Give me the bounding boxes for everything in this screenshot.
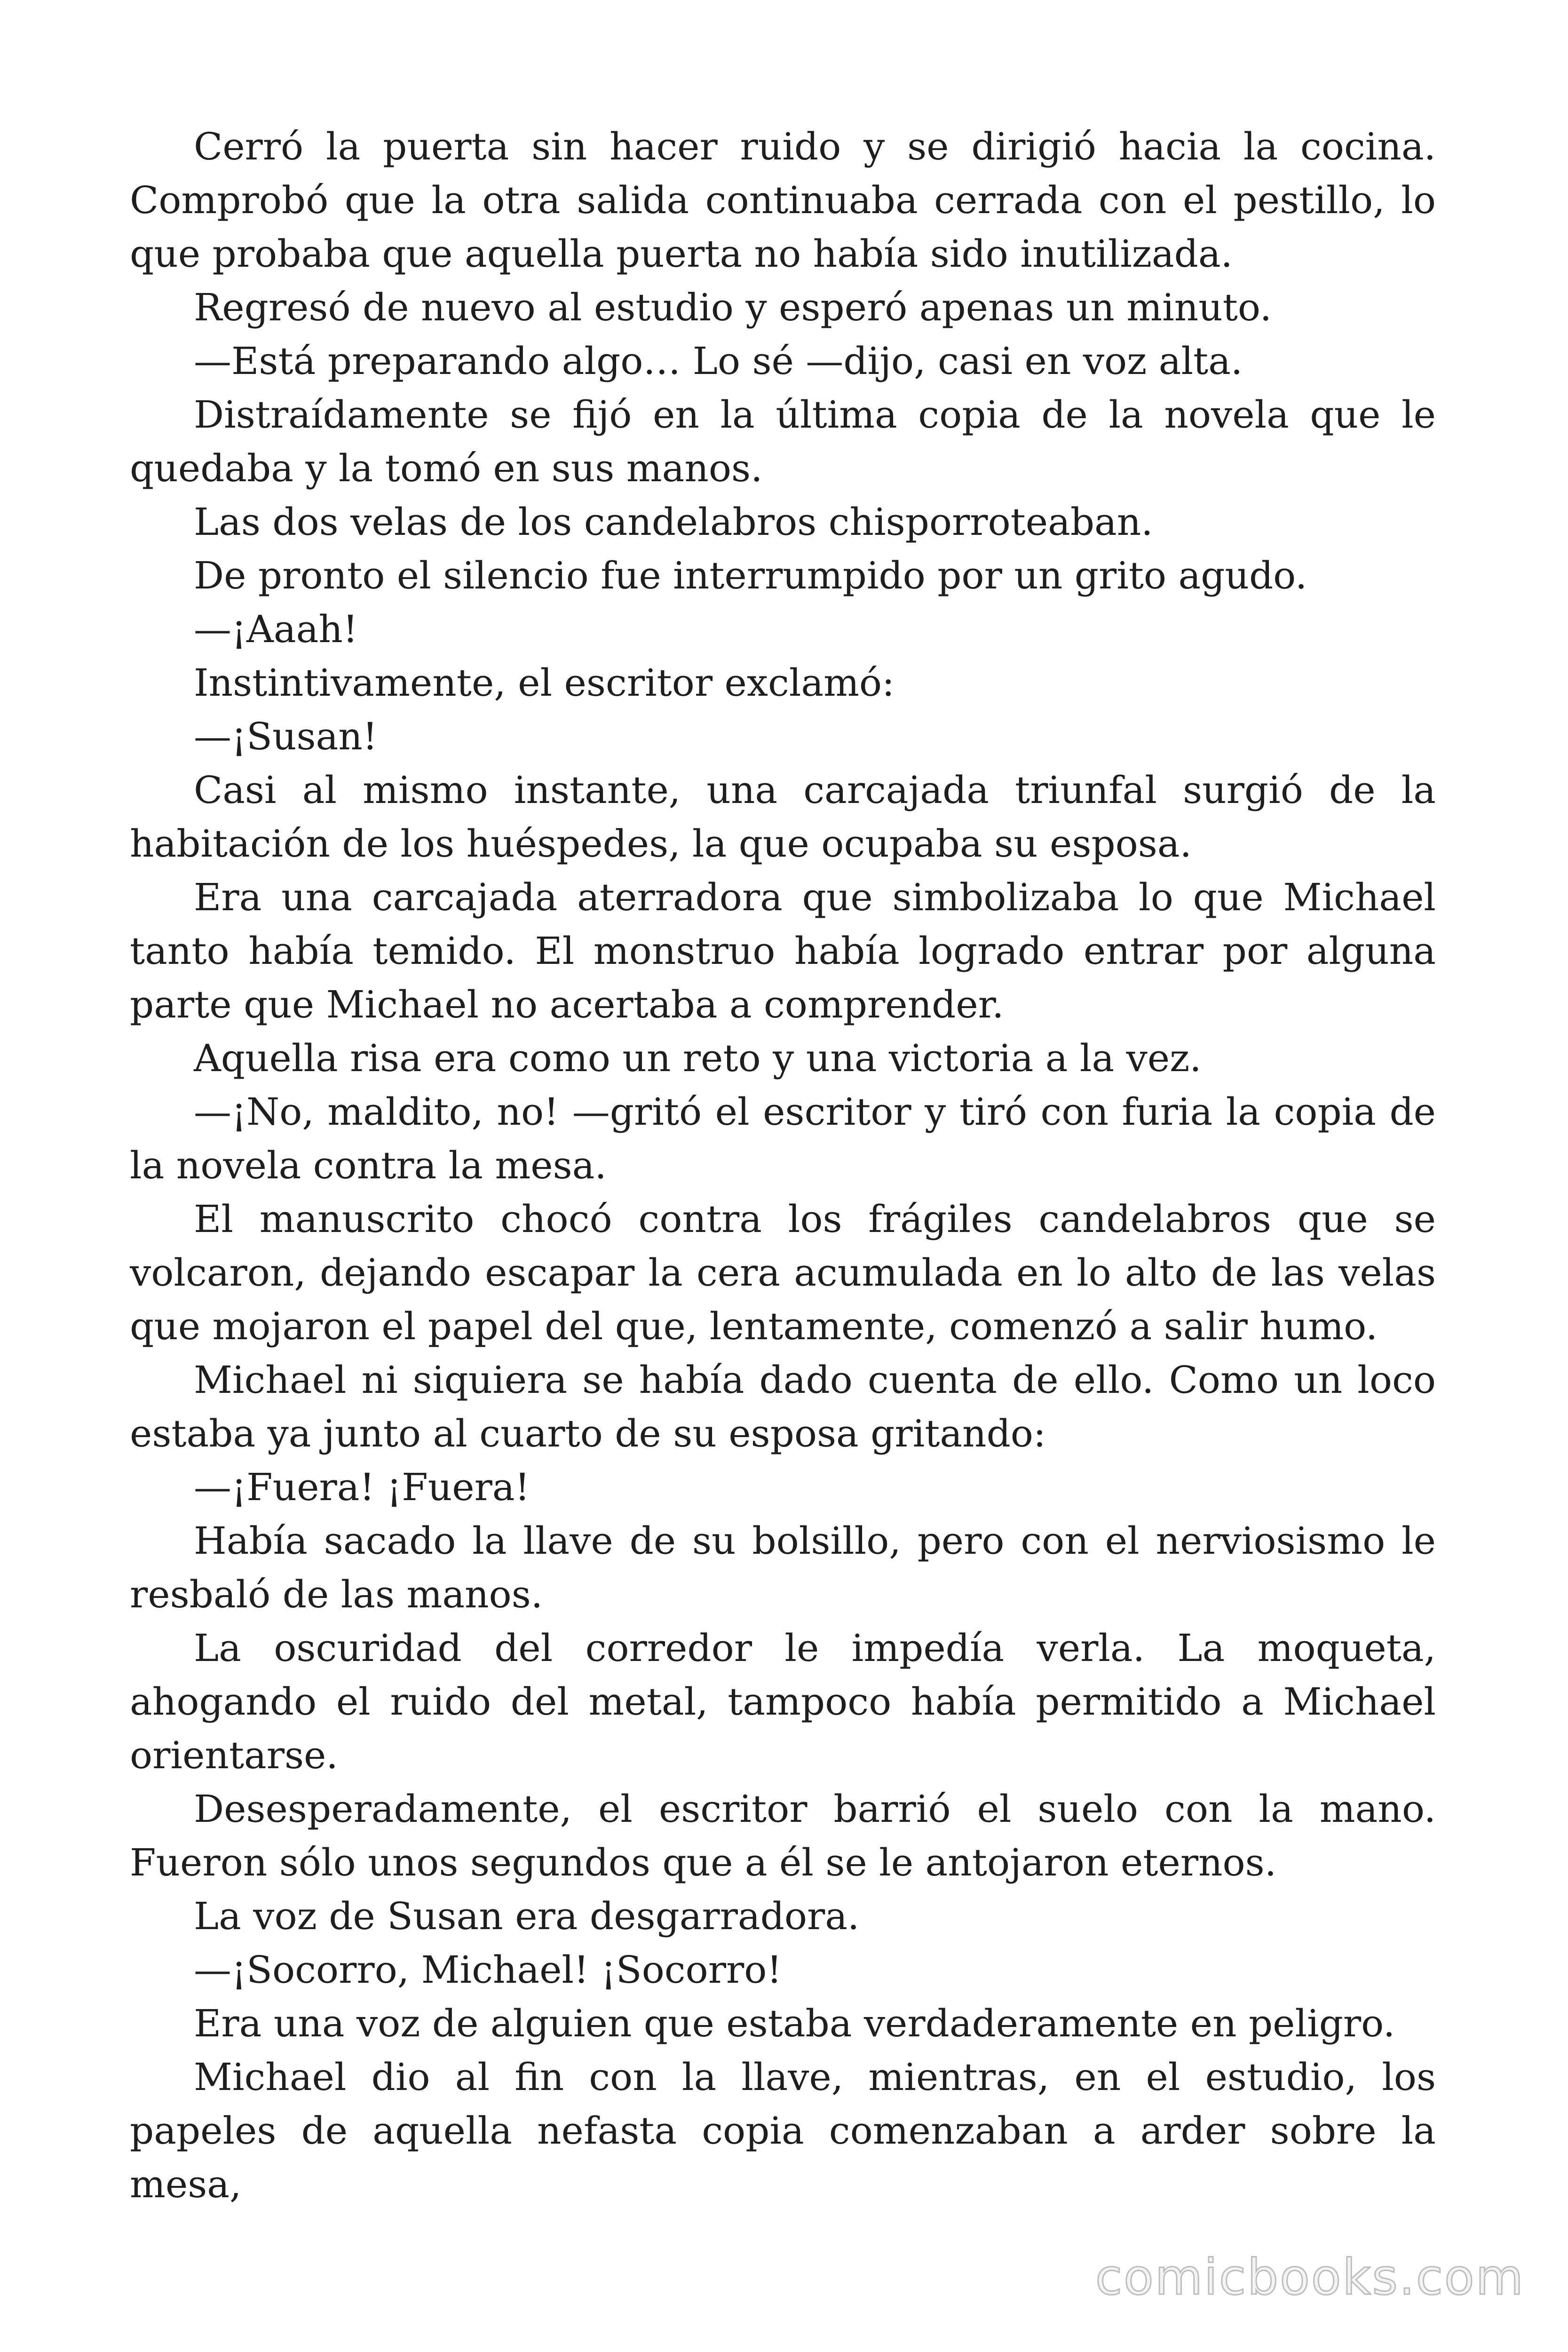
paragraph: Había sacado la llave de su bolsillo, pero con el nerviosismo le resbaló de las manos. (130, 1519, 1436, 1616)
paragraph: Michael dio al fin con la llave, mientras, en el estudio, los papeles de aquella nefasta copia comenzaban a arder sobre la mesa, (130, 2055, 1436, 2206)
paragraph: —¡Susan! (194, 715, 378, 758)
paragraph: El manuscrito chocó contra los frágiles candelabros que se volcaron, dejando escapar la cera acumulada en lo alto de las velas que mojaron el papel del que, lentamente, comenzó a salir humo. (130, 1197, 1436, 1348)
paragraph: Michael ni siquiera se había dado cuenta de ello. Como un loco estaba ya junto al cuarto de su esposa gritando: (130, 1358, 1436, 1455)
paragraph: De pronto el silencio fue interrumpido por un grito agudo. (194, 554, 1307, 597)
body-text (130, 120, 1436, 2211)
paragraph: Aquella risa era como un reto y una victoria a la vez. (194, 1036, 1202, 1080)
paragraph: Desesperadamente, el escritor barrió el suelo con la mano. Fueron sólo unos segundos que a él se le antojaron eternos. (130, 1787, 1436, 1884)
paragraph: Instintivamente, el escritor exclamó: (194, 661, 895, 705)
paragraph: Distraídamente se fijó en la última copia de la novela que le quedaba y la tomó en sus manos. (130, 393, 1436, 490)
paragraph: Era una carcajada aterradora que simbolizaba lo que Michael tanto había temido. El monstruo había logrado entrar por alguna parte que Michael no acertaba a comprender. (130, 875, 1436, 1026)
paragraph: Las dos velas de los candelabros chisporroteaban. (194, 500, 1153, 544)
paragraph: —¡Fuera! ¡Fuera! (194, 1465, 530, 1509)
paragraph: —¡Aaah! (194, 607, 358, 651)
paragraph: Casi al mismo instante, una carcajada triunfal surgió de la habitación de los huéspedes, la que ocupaba su esposa. (130, 768, 1436, 866)
paragraph: —¡No, maldito, no! —gritó el escritor y tiró con furia la copia de la novela contra la mesa. (130, 1090, 1436, 1187)
paragraph: —¡Socorro, Michael! ¡Socorro! (194, 1948, 782, 1992)
paragraph: La oscuridad del corredor le impedía verla. La moqueta, ahogando el ruido del metal, tampoco había permitido a Michael orientarse. (130, 1626, 1436, 1777)
paragraph: Era una voz de alguien que estaba verdaderamente en peligro. (194, 2002, 1395, 2045)
paragraph: Regresó de nuevo al estudio y esperó apenas un minuto. (194, 286, 1272, 329)
paragraph: —Está preparando algo… Lo sé —dijo, casi en voz alta. (194, 339, 1243, 383)
paragraph: Cerró la puerta sin hacer ruido y se dirigió hacia la cocina. Comprobó que la otra salida continuaba cerrada con el pestillo, lo que probaba que aquella puerta no había sido inutilizada. (130, 125, 1436, 276)
watermark: comicbooks.com (1095, 2249, 1525, 2306)
paragraph: La voz de Susan era desgarradora. (194, 1894, 860, 1938)
